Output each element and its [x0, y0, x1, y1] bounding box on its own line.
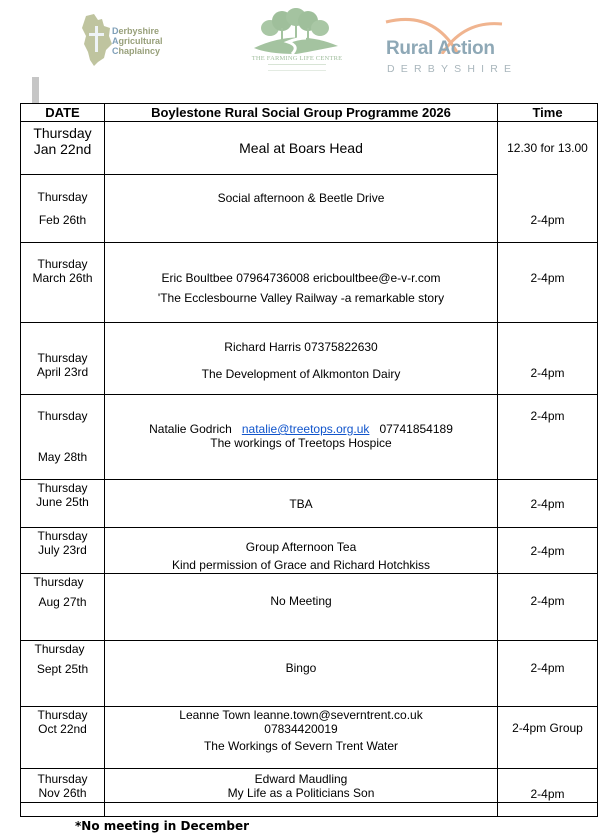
row-date: Nov 26th — [38, 785, 87, 800]
row-date: May 28th — [37, 450, 88, 464]
row-day: Thursday — [37, 257, 88, 271]
rural-action-title: Rural Action — [386, 38, 495, 59]
derbyshire-map-cross-icon — [82, 14, 114, 66]
event-line: The Workings of Severn Trent Water — [203, 739, 399, 753]
row-day: Thursday — [37, 409, 88, 423]
table-row — [21, 769, 598, 803]
event-cell — [105, 528, 498, 574]
date-cell — [21, 707, 105, 769]
contact-name: Natalie Godrich — [149, 422, 232, 436]
derbyshire-agricultural-chaplaincy-logo: Derbyshire Agricultural Chaplaincy — [82, 14, 182, 66]
empty-cell — [21, 803, 105, 817]
event-contact-line — [105, 422, 497, 436]
header-date: DATE — [21, 104, 105, 122]
row-day: Thursday — [37, 529, 88, 543]
row-time: 2-4pm — [530, 496, 565, 511]
table-row — [21, 122, 598, 175]
event-cell — [105, 574, 498, 641]
table-row — [21, 707, 598, 769]
row-date: July 23rd — [38, 543, 87, 557]
row-day: Thursday — [37, 771, 88, 786]
table-row — [21, 243, 598, 323]
row-date: Feb 26th — [38, 213, 87, 227]
date-cell — [21, 243, 105, 323]
row-day: Thursday — [37, 190, 88, 204]
time-cell — [498, 395, 598, 480]
event-cell — [105, 175, 498, 243]
footnote: *No meeting in December — [75, 819, 250, 833]
contact-phone: 07741854189 — [379, 422, 453, 436]
row-day: Thursday — [37, 351, 88, 365]
row-day: Thursday — [33, 575, 84, 589]
header-row — [21, 104, 598, 122]
row-time: 2-4pm — [530, 543, 565, 558]
row-date: Jan 22nd — [33, 141, 92, 157]
event-line: The workings of Treetops Hospice — [210, 436, 392, 450]
time-cell — [498, 769, 598, 803]
row-day: Thursday — [37, 708, 88, 722]
row-time: 2-4pm — [530, 409, 565, 423]
event-line: No Meeting — [270, 594, 332, 608]
event-cell — [105, 769, 498, 803]
event-line: Bingo — [285, 661, 317, 675]
event-cell — [105, 707, 498, 769]
event-line: Leanne Town leanne.town@severntrent.co.uk — [179, 708, 423, 722]
row-time: 2-4pm — [530, 366, 565, 380]
row-time: 2-4pm — [530, 787, 565, 801]
time-cell — [498, 707, 598, 769]
row-time: 2-4pm — [530, 271, 565, 285]
row-time: 2-4pm — [530, 213, 565, 227]
event-cell — [105, 323, 498, 395]
row-date: Oct 22nd — [38, 722, 87, 736]
margin-marker — [32, 77, 39, 103]
table-row — [21, 323, 598, 395]
time-cell — [498, 323, 598, 395]
time-cell — [498, 243, 598, 323]
empty-row — [21, 803, 598, 817]
date-cell — [21, 528, 105, 574]
email-link[interactable]: natalie@treetops.org.uk — [241, 422, 370, 436]
event-line: The Development of Alkmonton Dairy — [201, 367, 401, 381]
event-cell — [105, 480, 498, 528]
farming-life-centre-title: THE FARMING LIFE CENTRE — [251, 55, 343, 62]
event-cell — [105, 395, 498, 480]
trees-hill-icon — [248, 8, 344, 54]
row-time: 2-4pm Group — [512, 721, 583, 735]
row-time: 12.30 for 13.00 — [507, 141, 588, 156]
rural-action-derbyshire-logo — [384, 14, 518, 78]
event-line: Richard Harris 07375822630 — [224, 340, 378, 354]
event-line: 07834420019 — [264, 722, 338, 736]
time-cell — [498, 641, 598, 707]
event-cell — [105, 243, 498, 323]
row-time: 2-4pm — [530, 661, 565, 675]
rural-action-subtitle: DERBYSHIRE — [387, 63, 518, 75]
event-cell — [105, 122, 498, 175]
programme-table — [20, 103, 598, 817]
time-cell — [498, 528, 598, 574]
time-cell — [498, 122, 598, 175]
event-line: Group Afternoon Tea — [245, 540, 357, 554]
table-row — [21, 528, 598, 574]
date-cell — [21, 574, 105, 641]
date-cell — [21, 641, 105, 707]
header-time: Time — [498, 104, 598, 122]
table-row — [21, 175, 598, 243]
event-line: Edward Maudling — [254, 771, 348, 786]
table-row — [21, 480, 598, 528]
time-cell — [498, 175, 598, 243]
row-date: Sept 25th — [36, 662, 89, 676]
empty-cell — [105, 803, 498, 817]
row-day: Thursday — [37, 481, 88, 495]
date-cell — [21, 175, 105, 243]
event-line: 'The Ecclesbourne Valley Railway -a remarkable story — [157, 291, 445, 305]
row-day: Thursday — [34, 642, 85, 656]
table-row — [21, 395, 598, 480]
date-cell — [21, 480, 105, 528]
row-time: 2-4pm — [530, 594, 565, 608]
farming-life-centre-logo — [248, 8, 344, 72]
date-cell — [21, 323, 105, 395]
event-line: Kind permission of Grace and Richard Hotchkiss — [171, 558, 431, 572]
date-cell — [21, 395, 105, 480]
row-date: June 25th — [36, 495, 89, 509]
date-cell — [21, 122, 105, 175]
table-row — [21, 641, 598, 707]
time-cell — [498, 574, 598, 641]
row-date: Aug 27th — [38, 595, 87, 609]
table-row — [21, 574, 598, 641]
event-line: Meal at Boars Head — [239, 140, 363, 156]
header-title: Boylestone Rural Social Group Programme 2026 — [105, 104, 498, 122]
empty-cell — [498, 803, 598, 817]
row-day: Thursday — [33, 125, 92, 141]
row-date: April 23rd — [36, 365, 89, 379]
time-cell — [498, 480, 598, 528]
date-cell — [21, 769, 105, 803]
event-line: Eric Boultbee 07964736008 ericboultbee@e-v-r.com — [161, 271, 441, 285]
event-cell — [105, 641, 498, 707]
row-date: March 26th — [32, 271, 93, 285]
event-line: Social afternoon & Beetle Drive — [217, 191, 385, 205]
event-line: My Life as a Politicians Son — [227, 785, 375, 800]
event-line: TBA — [289, 496, 313, 511]
farming-life-centre-tagline — [268, 64, 326, 71]
